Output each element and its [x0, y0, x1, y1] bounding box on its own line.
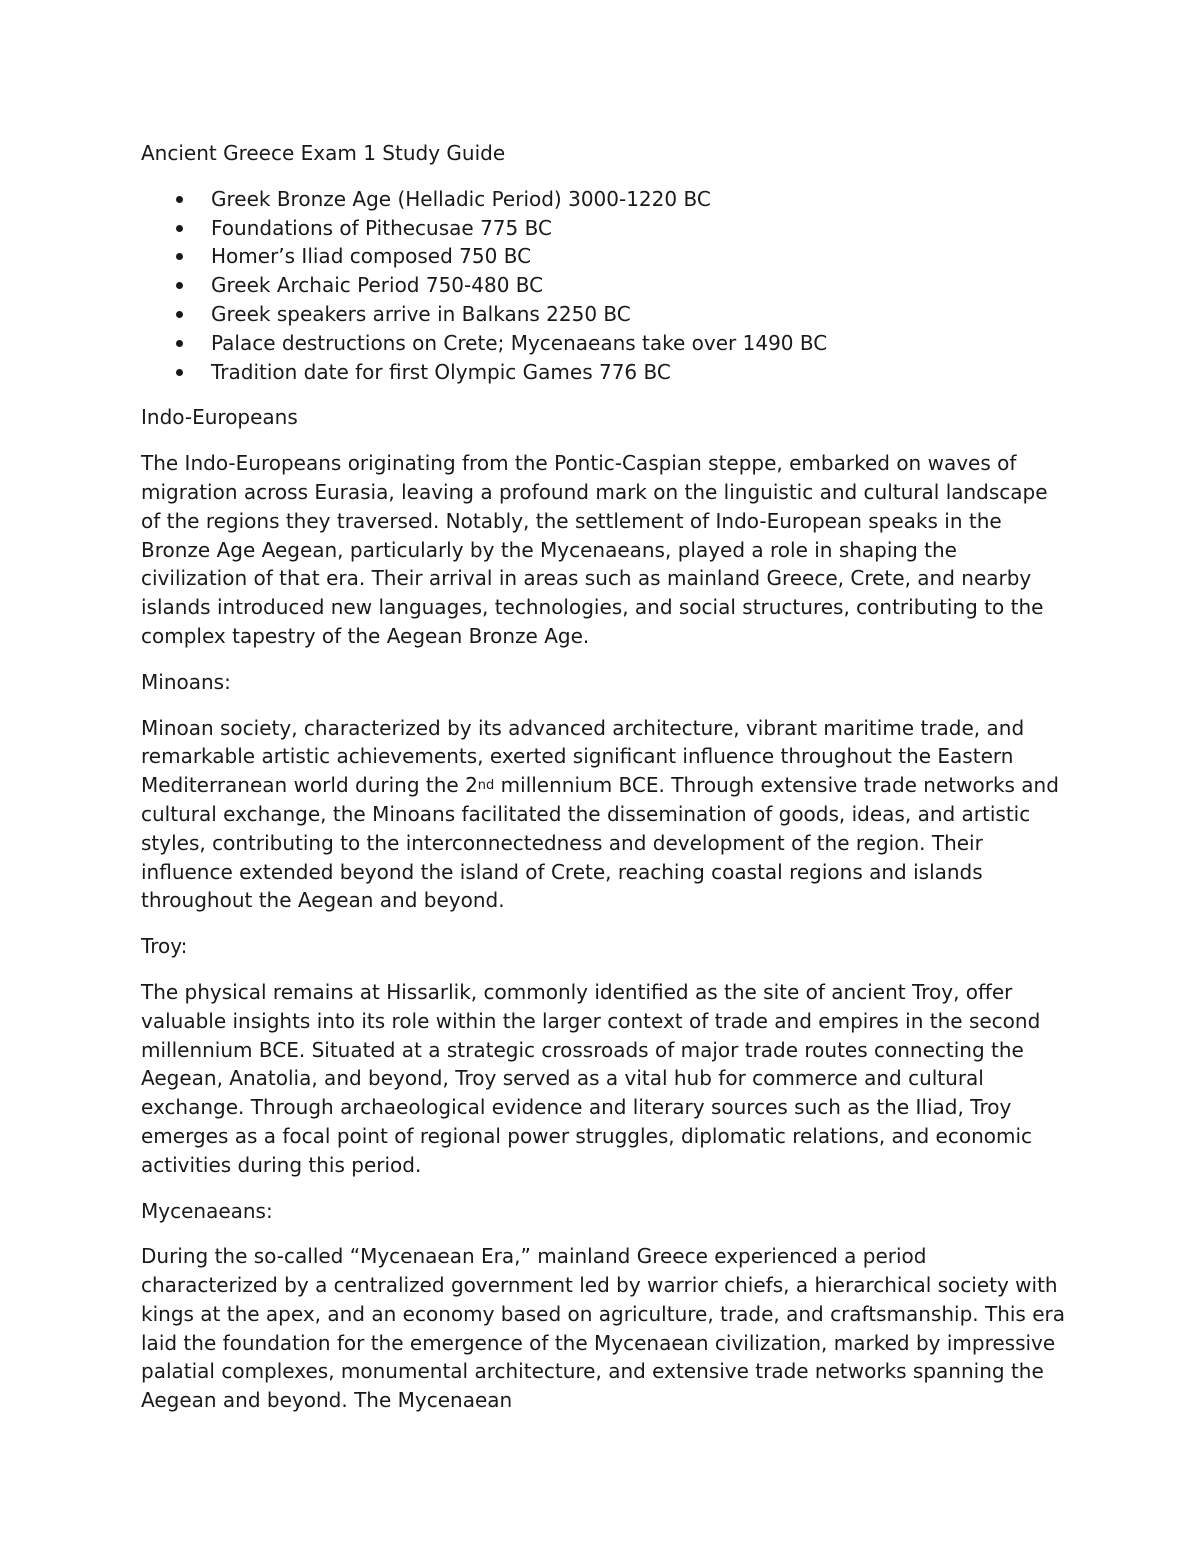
- timeline-item: [141, 242, 1066, 271]
- section-body-mycenaeans: During the so-called “Mycenaean Era,” mainland Greece experienced a period characterized by a centralized government led by warrior chiefs, a hierarchical society with kings at the apex, and an economy based on agriculture, trade, and craftsmanship. This era laid the foundation for the emergence of the Mycenaean civilization, marked by impressive palatial complexes, monumental architecture, and extensive trade networks spanning the Aegean and beyond. The Mycenaean: [141, 1244, 1065, 1413]
- section-heading-minoans: Minoans:: [141, 669, 231, 694]
- timeline-item-text: Palace destructions on Crete; Mycenaeans take over 1490 BC: [211, 330, 828, 355]
- minoans-text-start: Minoan society, characterized by its advanced architecture, vibrant maritime trade, and remarkable artistic achievements, exerted significant influence throughout the Eastern Mediterranean world during the 2: [141, 715, 1025, 798]
- bullet-icon: [176, 196, 183, 203]
- bullet-icon: [176, 225, 183, 232]
- timeline-item: [141, 358, 1066, 387]
- bullet-icon: [176, 340, 183, 347]
- timeline-item-text: Greek Bronze Age (Helladic Period) 3000-1220 BC: [211, 186, 711, 211]
- bullet-icon: [176, 311, 183, 318]
- document-title: Ancient Greece Exam 1 Study Guide: [141, 141, 506, 165]
- timeline-item: [141, 329, 1066, 358]
- ordinal-superscript: nd: [477, 778, 495, 794]
- section-body-minoans: [141, 714, 1066, 916]
- section-heading-troy: Troy:: [141, 934, 188, 959]
- section-body-indo-europeans: The Indo-Europeans originating from the Pontic-Caspian steppe, embarked on waves of migration across Eurasia, leaving a profound mark on the linguistic and cultural landscape of the regions they traversed. Notably, the settlement of Indo-European speaks in the Bronze Age Aegean, particularly by the Mycenaeans, played a role in shaping the civilization of that era. Their arrival in areas such as mainland Greece, Crete, and nearby islands introduced new languages, technologies, and social structures, contributing to the complex tapestry of the Aegean Bronze Age.: [141, 451, 1048, 648]
- bullet-icon: [176, 253, 183, 260]
- timeline-item: [141, 300, 1066, 329]
- section-heading-mycenaeans: Mycenaeans:: [141, 1198, 273, 1223]
- bullet-icon: [176, 369, 183, 376]
- timeline-item-text: Homer’s Iliad composed 750 BC: [211, 244, 532, 269]
- section-heading-indo-europeans: Indo-Europeans: [141, 405, 298, 430]
- timeline-item: [141, 271, 1066, 300]
- minoans-text-end: millennium BCE. Through extensive trade networks and cultural exchange, the Minoans facilitated the dissemination of goods, ideas, and artistic styles, contributing to the interconnectedness and development of the region. Their influence extended beyond the island of Crete, reaching coastal regions and islands throughout the Aegean and beyond.: [141, 773, 1059, 913]
- document-body: [141, 139, 1066, 1432]
- timeline-item-text: Greek Archaic Period 750-480 BC: [211, 273, 544, 298]
- timeline-item-text: Foundations of Pithecusae 775 BC: [211, 215, 552, 240]
- timeline-list: [141, 185, 1066, 387]
- timeline-item: [141, 185, 1066, 214]
- timeline-item-text: Tradition date for first Olympic Games 776 BC: [211, 359, 671, 384]
- section-body-troy: The physical remains at Hissarlik, commonly identified as the site of ancient Troy, offer valuable insights into its role within the larger context of trade and empires in the second millennium BCE. Situated at a strategic crossroads of major trade routes connecting the Aegean, Anatolia, and beyond, Troy served as a vital hub for commerce and cultural exchange. Through archaeological evidence and literary sources such as the Iliad, Troy emerges as a focal point of regional power struggles, diplomatic relations, and economic activities during this period.: [141, 979, 1041, 1177]
- bullet-icon: [176, 282, 183, 289]
- timeline-item: [141, 214, 1066, 243]
- timeline-item-text: Greek speakers arrive in Balkans 2250 BC: [211, 301, 631, 326]
